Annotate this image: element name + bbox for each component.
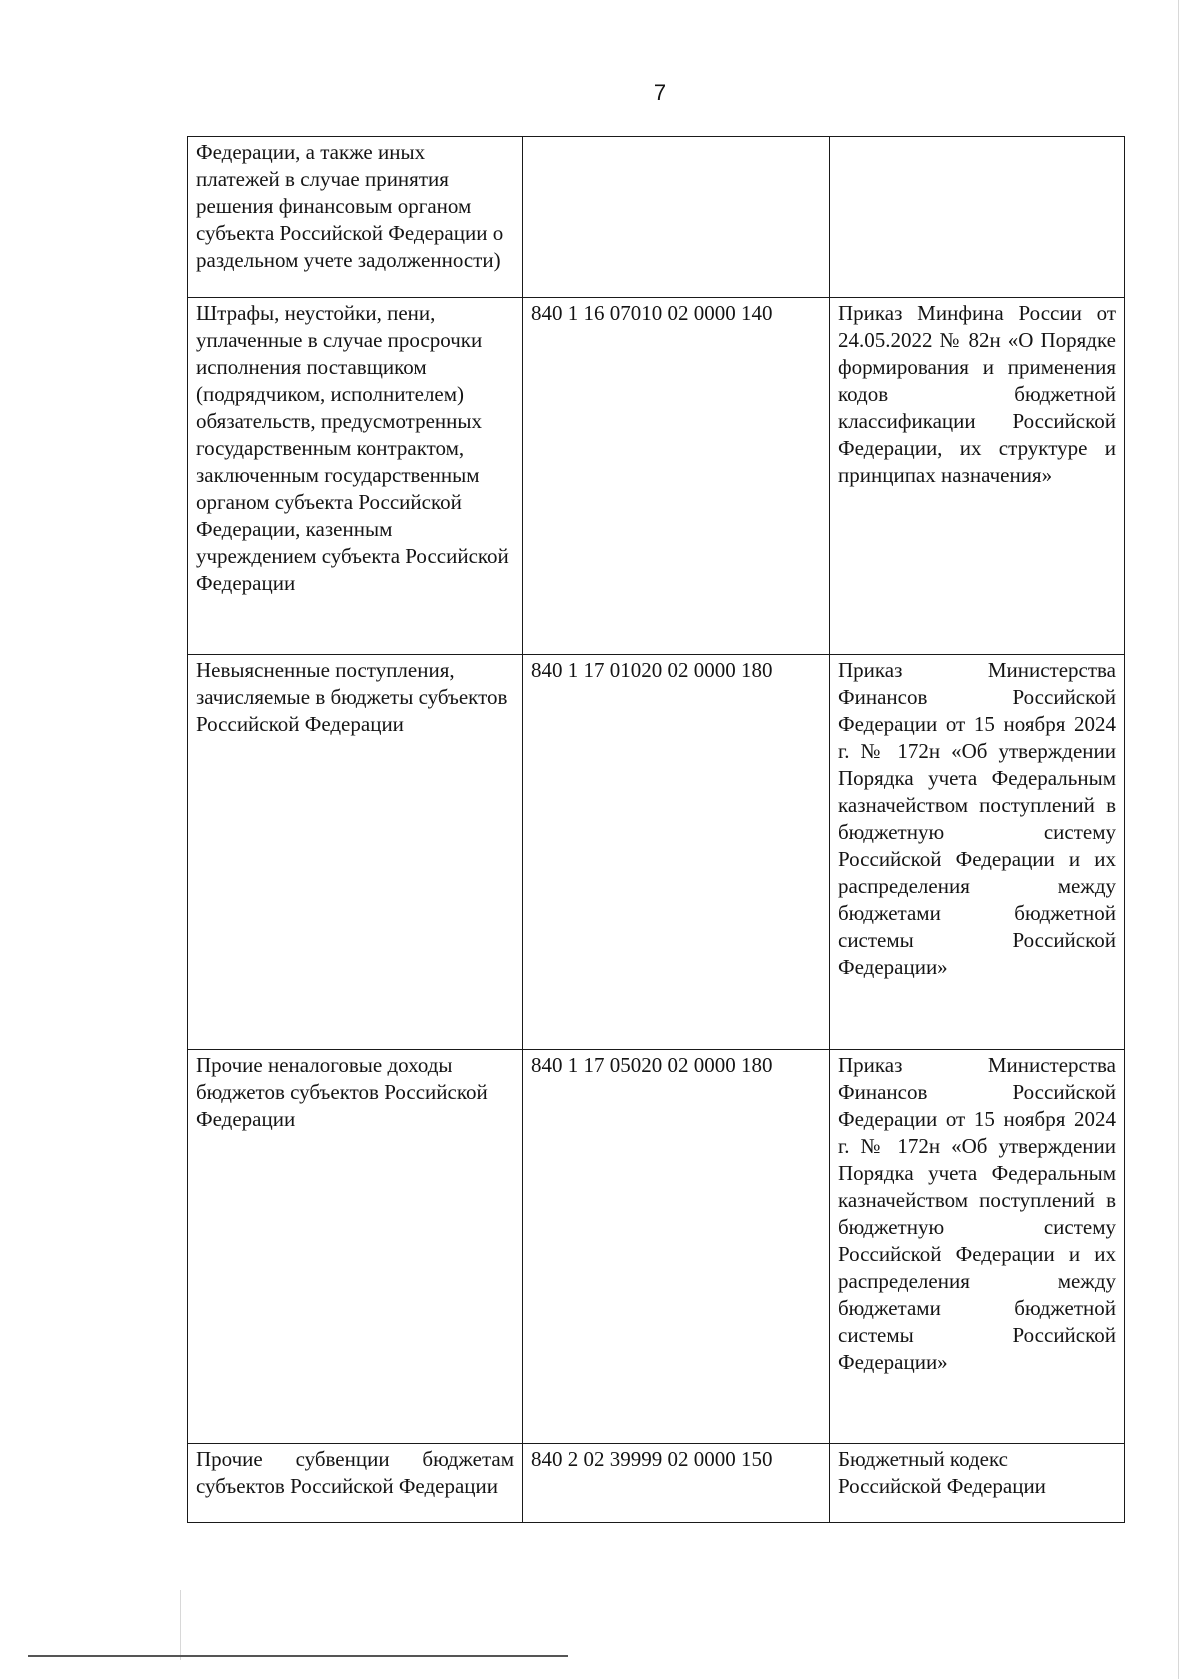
page-number: 7 [653,80,667,105]
table-row [188,298,1125,655]
income-name: Прочие субвенции бюджетам субъектов Российской Федерации [196,1447,514,1498]
scan-bottom-line [28,1655,568,1657]
legal-basis: Приказ Министерства Финансов Российской Федерации от 15 ноября 2024 г. № 172н «Об утверждении Порядка учета Федеральным казначейством поступлений в бюджетную систему Российской Федерации и их распределения между бюджетами бюджетной системы Российской Федерации» [838,1053,1116,1374]
legal-basis-cell [830,298,1125,655]
income-name-cell [188,1050,523,1444]
income-name-cell [188,1444,523,1523]
budget-code-cell [523,298,830,655]
budget-code: 840 2 02 39999 02 0000 150 [531,1447,773,1471]
income-name-cell [188,655,523,1050]
budget-code-cell [523,1050,830,1444]
budget-code: 840 1 16 07010 02 0000 140 [531,301,773,325]
table-row [188,137,1125,298]
budget-income-table [187,136,1125,1523]
budget-code-cell [523,1444,830,1523]
budget-code-cell [523,137,830,298]
income-name: Федерации, а также иных платежей в случае принятия решения финансовым органом субъекта Российской Федерации о раздельном учете задолженности) [196,140,504,272]
income-name: Невыясненные поступления, зачисляемые в бюджеты субъектов Российской Федерации [196,658,508,736]
table-row [188,655,1125,1050]
legal-basis-cell [830,655,1125,1050]
scan-edge-mark [1178,0,1179,1679]
income-name: Прочие неналоговые доходы бюджетов субъектов Российской Федерации [196,1053,488,1131]
scan-edge-mark [180,1590,181,1660]
legal-basis-cell [830,1050,1125,1444]
legal-basis: Бюджетный кодекс Российской Федерации [838,1447,1046,1498]
budget-code-cell [523,655,830,1050]
legal-basis-cell [830,137,1125,298]
legal-basis: Приказ Минфина России от 24.05.2022 № 82н «О Порядке формирования и применения кодов бюджетной классификации Российской Федерации, их структуре и принципах назначения» [838,301,1116,487]
legal-basis-cell [830,1444,1125,1523]
income-name-cell [188,298,523,655]
table-row [188,1444,1125,1523]
budget-code: 840 1 17 01020 02 0000 180 [531,658,773,682]
budget-code: 840 1 17 05020 02 0000 180 [531,1053,773,1077]
income-name: Штрафы, неустойки, пени, уплаченные в случае просрочки исполнения поставщиком (подрядчиком, исполнителем) обязательств, предусмотренных государственным контрактом, заключенным государственным органом субъекта Российской Федерации, казенным учреждением субъекта Российской Федерации [196,301,509,595]
income-name-cell [188,137,523,298]
table-row [188,1050,1125,1444]
legal-basis: Приказ Министерства Финансов Российской Федерации от 15 ноября 2024 г. № 172н «Об утверждении Порядка учета Федеральным казначейством поступлений в бюджетную систему Российской Федерации и их распределения между бюджетами бюджетной системы Российской Федерации» [838,658,1116,979]
